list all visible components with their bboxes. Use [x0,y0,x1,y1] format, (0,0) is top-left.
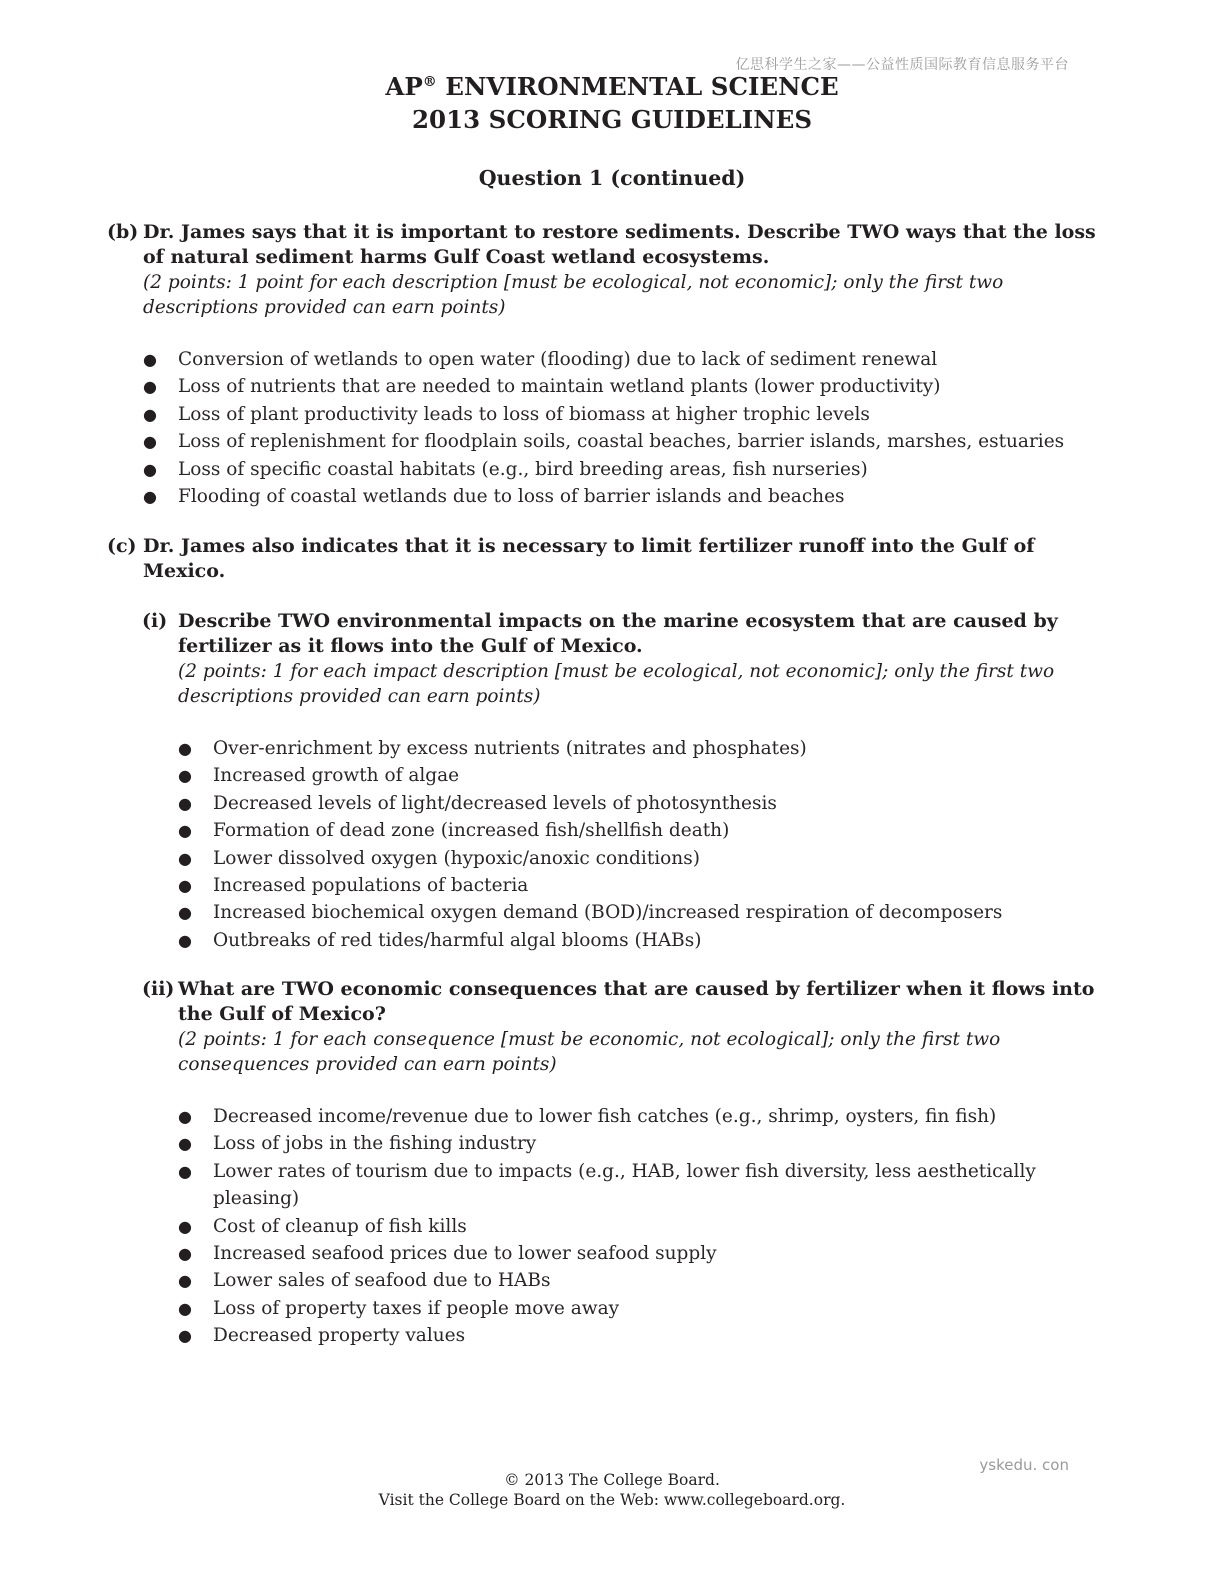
bullet-item [178,790,1113,817]
header-ap: AP [385,72,423,101]
bullet-icon: ● [178,1216,192,1236]
question-title: Question 1 (continued) [478,166,746,190]
bullet-text: Decreased property values [213,1325,466,1347]
bullet-text: Loss of plant productivity leads to loss of biomass at higher trophic levels [178,403,870,425]
part-c-i-list [178,735,1113,954]
bullet-text: Outbreaks of red tides/harmful algal blooms (HABs) [213,929,702,951]
bullet-icon: ● [178,1107,192,1126]
watermark-bottom: yskedu. con [979,1456,1069,1474]
bullet-text: Increased populations of bacteria [213,875,529,897]
bullet-item [143,346,1118,373]
bullet-icon: ● [178,848,192,868]
bullet-text: Loss of property taxes if people move away [213,1297,620,1319]
bullet-icon: ● [178,930,192,950]
bullet-item [143,483,1118,510]
part-c-i-bullets [178,735,1113,954]
part-b-prompt-text: Dr. James says that it is important to restore sediments. Describe TWO ways that the loss of natural sediment harms Gulf Coast wetland ecosystems. [143,221,1096,268]
bullet-item [178,1103,1043,1130]
part-c-i-prompt [142,609,1083,659]
part-c-label: (c) [107,535,137,557]
bullet-icon: ● [143,377,157,397]
bullet-text: Increased biochemical oxygen demand (BOD)/increased respiration of decomposers [213,902,1003,924]
footer-copyright: © 2013 The College Board. [504,1471,720,1489]
registered-mark: ® [422,74,437,90]
bullet-item [178,762,1113,789]
bullet-text: Loss of jobs in the fishing industry [213,1133,537,1155]
part-c-ii-prompt-text: What are TWO economic consequences that are caused by fertilizer when it flows into the Gulf of Mexico? [178,978,1095,1025]
part-b-list [143,346,1118,510]
footer-website: Visit the College Board on the Web: www.collegeboard.org. [378,1491,846,1509]
part-c-prompt-text: Dr. James also indicates that it is necessary to limit fertilizer runoff into the Gulf of Mexico. [143,535,1035,582]
part-b-prompt [107,220,1113,270]
header-subject: ENVIRONMENTAL SCIENCE [436,72,839,101]
bullet-text: Formation of dead zone (increased fish/shellfish death) [213,820,730,842]
bullet-text: Loss of replenishment for floodplain soils, coastal beaches, barrier islands, marshes, estuaries [178,431,1065,453]
bullet-icon: ● [178,1271,192,1291]
bullet-icon: ● [178,1244,192,1264]
part-c-ii [142,977,1108,1077]
bullet-icon: ● [178,766,192,786]
bullet-icon: ● [178,1298,192,1318]
bullet-icon: ● [178,1134,192,1154]
bullet-item [178,735,1113,762]
bullet-text: Decreased levels of light/decreased levels of photosynthesis [213,792,777,814]
page-header [0,70,1224,136]
bullet-item [178,1130,1043,1157]
bullet-item [178,1322,1043,1349]
bullet-icon: ● [178,876,192,896]
bullet-text: Lower dissolved oxygen (hypoxic/anoxic conditions) [213,847,700,869]
part-c [107,534,1083,584]
part-b-bullets [143,346,1118,510]
bullet-icon: ● [143,459,157,479]
watermark-top: 亿思科学生之家——公益性质国际教育信息服务平台 [735,57,1069,73]
bullet-text: Decreased income/revenue due to lower fish catches (e.g., shrimp, oysters, fin fish) [213,1106,997,1127]
bullet-item [178,927,1113,954]
bullet-text: Flooding of coastal wetlands due to loss of barrier islands and beaches [178,486,845,508]
bullet-text: Loss of nutrients that are needed to maintain wetland plants (lower productivity) [178,376,941,398]
bullet-icon: ● [178,821,192,841]
bullet-item [143,373,1118,400]
part-c-prompt [107,534,1083,584]
bullet-text: Conversion of wetlands to open water (flooding) due to lack of sediment renewal [178,349,938,370]
bullet-item [143,456,1118,483]
part-c-ii-scoring: (2 points: 1 for each consequence [must be economic, not ecological]; only the first two consequences provided can earn points) [178,1029,1001,1075]
bullet-icon: ● [143,432,157,452]
part-c-ii-list [178,1103,1043,1350]
bullet-item [178,899,1113,926]
bullet-item [178,1295,1043,1322]
bullet-icon: ● [178,903,192,923]
header-line-1 [0,70,1224,103]
bullet-text: Cost of cleanup of fish kills [213,1215,467,1237]
part-b-scoring: (2 points: 1 point for each description [must be ecological, not economic]; only the first two descriptions provided can earn points) [143,272,1004,318]
bullet-item [178,1213,1043,1240]
part-c-i-label: (i) [142,610,168,632]
bullet-icon: ● [143,404,157,424]
bullet-text: Increased growth of algae [213,765,460,787]
bullet-icon: ● [178,739,192,758]
part-c-i-scoring: (2 points: 1 for each impact description [must be ecological, not economic]; only the first two descriptions provided can earn points) [178,661,1055,707]
bullet-text: Loss of specific coastal habitats (e.g., bird breeding areas, fish nurseries) [178,458,868,480]
part-b [107,220,1113,320]
header-line-2: 2013 SCORING GUIDELINES [411,105,813,134]
page-footer [0,1470,1224,1510]
bullet-item [178,1267,1043,1294]
bullet-text: Over-enrichment by excess nutrients (nitrates and phosphates) [213,738,807,759]
part-b-label: (b) [107,221,139,243]
part-c-ii-bullets [178,1103,1043,1350]
part-c-ii-prompt [142,977,1108,1027]
bullet-text: Lower sales of seafood due to HABs [213,1270,551,1292]
bullet-item [143,428,1118,455]
part-c-ii-label: (ii) [142,978,175,1000]
bullet-item [178,817,1113,844]
bullet-text: Increased seafood prices due to lower seafood supply [213,1243,717,1265]
bullet-icon: ● [178,793,192,813]
bullet-item [178,1158,1043,1213]
part-c-i-prompt-text: Describe TWO environmental impacts on the marine ecosystem that are caused by fertilizer as it flows into the Gulf of Mexico. [178,610,1058,657]
bullet-item [143,401,1118,428]
part-c-i [142,609,1083,709]
bullet-text: Lower rates of tourism due to impacts (e.g., HAB, lower fish diversity, less aesthetically pleasing) [213,1160,1036,1210]
bullet-item [178,872,1113,899]
bullet-icon: ● [178,1161,192,1181]
bullet-item [178,1240,1043,1267]
bullet-icon: ● [178,1326,192,1346]
bullet-icon: ● [143,487,157,507]
bullet-item [178,845,1113,872]
bullet-icon: ● [143,350,157,369]
